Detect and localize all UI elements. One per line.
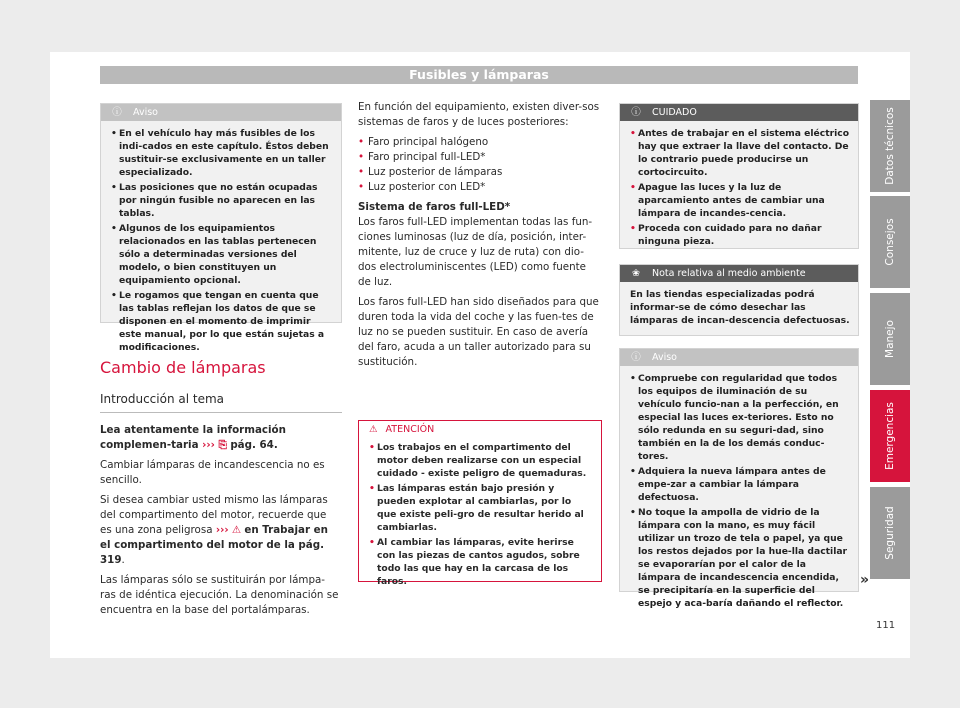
- list-item: • Luz posterior con LED*: [358, 180, 602, 195]
- paragraph: Los faros full-LED han sido diseñados para que duren toda la vida del coche y las fuen-tes de luz no se pueden sustituir. En caso de avería del faro, acuda a un taller autorizado para su sustitución.: [358, 296, 599, 368]
- info-icon: ⓘ: [631, 352, 641, 363]
- cuidado-item: • Proceda con cuidado para no dañar ninguna pieza.: [630, 222, 850, 248]
- page-header: Fusibles y lámparas: [100, 66, 858, 84]
- sidebar-tab-emergencias[interactable]: Emergencias: [870, 390, 910, 482]
- aviso-header: [101, 104, 341, 121]
- atencion-item: • Al cambiar las lámparas, evite herirse con las piezas de cantos agudos, sobre todo las que hay en la carcasa de los faros.: [369, 536, 593, 588]
- cuidado-item: • Apague las luces y la luz de aparcamiento antes de cambiar una lámpara de incandes-cencia.: [630, 181, 850, 220]
- sidebar-tab-seguridad[interactable]: Seguridad: [870, 487, 910, 579]
- list-item: • Faro principal full-LED*: [358, 150, 602, 165]
- aviso-title: Aviso: [652, 352, 677, 363]
- aviso-title: Aviso: [133, 107, 158, 118]
- divider: [100, 412, 342, 413]
- cross-reference-link[interactable]: en Trabajar en el compartimento del motor de la pág. 319: [100, 524, 328, 566]
- atencion-header: [359, 421, 601, 439]
- subheading: Sistema de faros full-LED*: [358, 201, 511, 213]
- aviso-item: • En el vehículo hay más fusibles de los indi-cados en este capítulo. Éstos deben sustituir-se exclusivamente en un taller especializado.: [111, 127, 333, 179]
- paragraph: En función del equipamiento, existen diver-sos sistemas de faros y de luces posteriores:: [358, 101, 600, 128]
- paragraph: Las lámparas sólo se sustituirán por lámpa-ras de idéntica ejecución. La denominación se encuentra en la base del portalámparas.: [100, 574, 339, 616]
- cuidado-header: [620, 104, 858, 121]
- section-title: Cambio de lámparas: [100, 358, 266, 377]
- environment-note-box: [619, 264, 859, 336]
- sidebar-tab-datos-tecnicos[interactable]: Datos técnicos: [870, 100, 910, 192]
- warning-icon: ⚠: [369, 424, 378, 435]
- atencion-item: • Las lámparas están bajo presión y pueden explotar al cambiarlas, por lo que existe peli-gro de resultar herido al cambiarlas.: [369, 482, 593, 534]
- aviso-item: • Adquiera la nueva lámpara antes de empe-zar a cambiar la lámpara defectuosa.: [630, 465, 850, 504]
- column-1-text: [100, 423, 340, 623]
- aviso-header: [620, 349, 858, 366]
- info-icon: ⓘ: [112, 107, 122, 118]
- paragraph: Cambiar lámparas de incandescencia no es sencillo.: [100, 459, 325, 486]
- list-item: • Faro principal halógeno: [358, 135, 602, 150]
- atencion-title: ATENCIÓN: [385, 424, 435, 435]
- cuidado-box: [619, 103, 859, 249]
- sidebar-tab-consejos[interactable]: Consejos: [870, 196, 910, 288]
- link-arrows[interactable]: ›››: [215, 524, 229, 536]
- aviso-item: • No toque la ampolla de vidrio de la lámpara con la mano, es muy fácil utilizar un trozo de tela o papel, ya que los restos dejados por la hue-lla dactilar se evaporarían por el calor de la lámpara de incandescencia encendida, se precipitaría en la superficie del espejo y aca-baría dañando el reflector.: [630, 506, 850, 610]
- cuidado-title: CUIDADO: [652, 107, 697, 118]
- aviso-note-box-2: [619, 348, 859, 609]
- exclamation-icon: ⓘ: [631, 107, 641, 118]
- aviso-item: • Le rogamos que tengan en cuenta que las tablas reflejan los datos de que se disponen en el momento de imprimir este manual, por lo que están sujetas a modificaciones.: [111, 289, 333, 354]
- atencion-warning-box: [358, 420, 602, 587]
- continue-arrow-icon: »: [860, 572, 870, 588]
- leaf-icon: ❀: [632, 268, 640, 279]
- aviso-item: • Las posiciones que no están ocupadas por ningún fusible no aparecen en las tablas.: [111, 181, 333, 220]
- aviso-note-box: [100, 103, 342, 353]
- page-number: 111: [876, 620, 896, 631]
- paragraph: Si desea cambiar usted mismo las lámparas del compartimento del motor, recuerde que es una zona peligrosa ››› ⚠ en Trabajar en el compartimento del motor de la pág. 319.: [100, 494, 328, 566]
- atencion-item: • Los trabajos en el compartimento del motor deben realizarse con un especial cuidado - existe peligro de quemaduras.: [369, 441, 593, 480]
- column-2-text: [358, 100, 602, 375]
- aviso-item: • Algunos de los equipamientos relacionados en las tablas pertenecen sólo a determinadas versiones del modelo, o bien constituyen un equipamiento opcional.: [111, 222, 333, 287]
- sidebar-tab-manejo[interactable]: Manejo: [870, 293, 910, 385]
- aviso-item: • Compruebe con regularidad que todos los equipos de iluminación de su vehículo funcio-nan a la perfección, en especial las luces ex-teriores. Esto no sólo redunda en su seguri-dad, sino también en la de los demás conduc-tores.: [630, 372, 850, 463]
- environment-text: En las tiendas especializadas podrá informar-se de cómo desechar las lámparas de incan-descencia defectuosas.: [630, 289, 850, 326]
- page-reference-link[interactable]: pág. 64: [230, 439, 274, 451]
- cuidado-item: • Antes de trabajar en el sistema eléctrico hay que extraer la llave del contacto. De lo contrario puede producirse un cortocircuito.: [630, 127, 850, 179]
- lead-paragraph: Lea atentamente la información complemen-taria ››› ⎘ pág. 64.: [100, 424, 286, 451]
- warning-icon: ⚠: [231, 524, 242, 536]
- environment-title: Nota relativa al medio ambiente: [652, 268, 806, 279]
- lighting-systems-list: [358, 135, 602, 195]
- list-item: • Luz posterior de lámparas: [358, 165, 602, 180]
- link-arrows[interactable]: ›››: [202, 439, 215, 451]
- paragraph: Los faros full-LED implementan todas las fun-ciones luminosas (luz de día, posición, inter-mitente, luz de cruce y luz de ruta) con dio-dos electroluminiscentes (LED) como fuente de luz.: [358, 216, 593, 288]
- environment-header: [620, 265, 858, 282]
- book-icon: ⎘: [218, 439, 227, 451]
- section-subtitle: Introducción al tema: [100, 392, 225, 406]
